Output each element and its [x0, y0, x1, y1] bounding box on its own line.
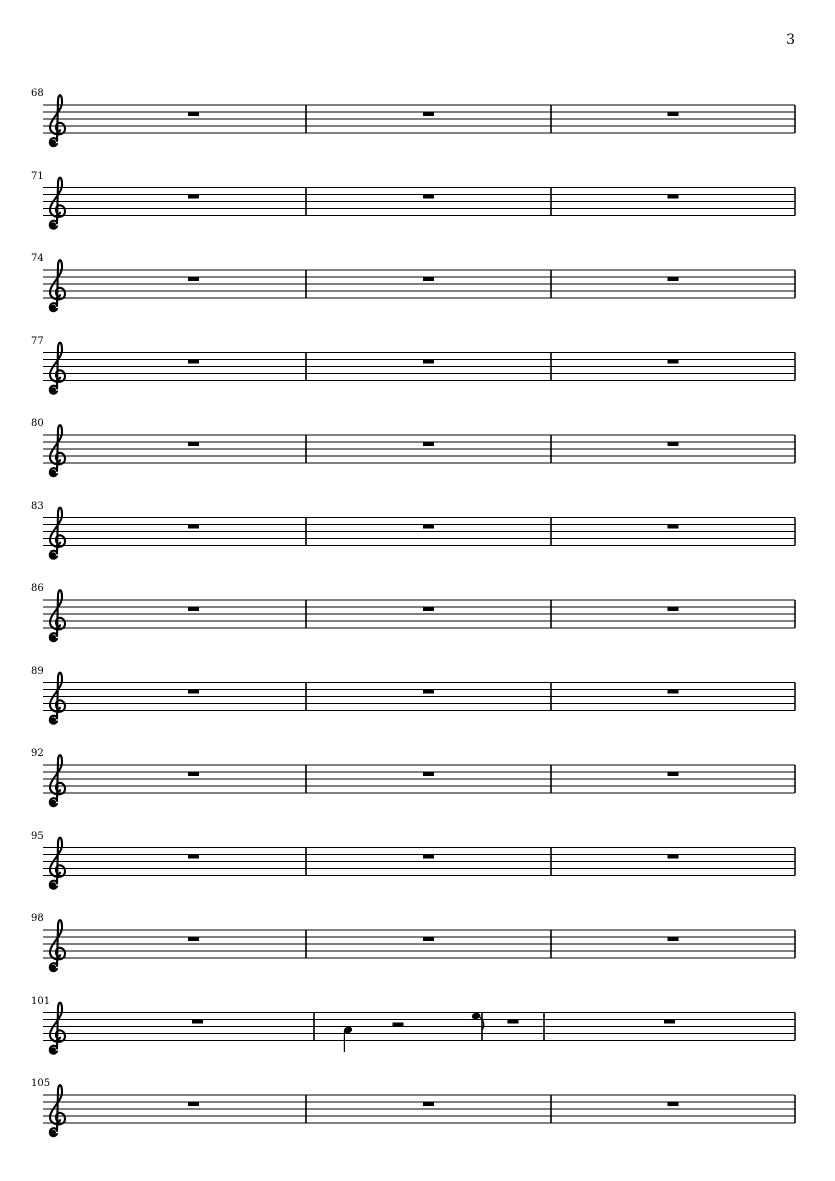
whole-rest-icon — [423, 1102, 434, 1106]
treble-clef-icon — [50, 673, 65, 724]
measure-number: 71 — [31, 170, 44, 182]
measure-number: 105 — [31, 1078, 51, 1089]
whole-rest-icon — [188, 690, 199, 694]
whole-rest-icon — [423, 195, 434, 199]
treble-clef-icon — [50, 838, 65, 889]
whole-rest-icon — [668, 607, 679, 611]
whole-rest-icon — [423, 772, 434, 776]
measure-number: 74 — [31, 253, 44, 264]
whole-rest-icon — [668, 937, 679, 941]
whole-rest-icon — [188, 277, 199, 281]
whole-rest-icon — [188, 360, 199, 364]
treble-clef-icon — [50, 755, 65, 806]
measure-number: 95 — [31, 830, 44, 842]
whole-rest-icon — [668, 1102, 679, 1106]
staff-system — [43, 95, 795, 146]
whole-rest-icon — [668, 442, 679, 446]
measure-number: 101 — [31, 995, 51, 1007]
whole-rest-icon — [508, 1020, 519, 1024]
whole-rest-icon — [188, 525, 199, 529]
whole-rest-icon — [188, 112, 199, 116]
staff-system — [43, 343, 795, 394]
whole-rest-icon — [423, 525, 434, 529]
treble-clef-icon — [50, 425, 65, 476]
whole-rest-icon — [423, 937, 434, 941]
whole-rest-icon — [423, 442, 434, 446]
whole-rest-icon — [668, 360, 679, 364]
staff-system — [43, 590, 795, 641]
whole-rest-icon — [192, 1020, 203, 1024]
whole-rest-icon — [668, 195, 679, 199]
page-number: 3 — [786, 32, 795, 48]
measure-number: 89 — [31, 665, 44, 677]
treble-clef-icon — [50, 1003, 65, 1054]
whole-rest-icon — [188, 195, 199, 199]
treble-clef-icon — [50, 178, 65, 229]
whole-rest-icon — [423, 277, 434, 281]
whole-rest-icon — [188, 442, 199, 446]
staff-system — [43, 755, 795, 806]
whole-rest-icon — [668, 772, 679, 776]
staff-system — [43, 425, 795, 476]
staff-system — [43, 673, 795, 724]
measure-number: 68 — [31, 88, 44, 99]
staff-system — [43, 260, 795, 311]
staff-system — [43, 508, 795, 559]
treble-clef-icon — [50, 343, 65, 394]
treble-clef-icon — [50, 508, 65, 559]
whole-rest-icon — [423, 112, 434, 116]
staff-system — [43, 838, 795, 889]
measure-number: 77 — [31, 335, 44, 347]
treble-clef-icon — [50, 95, 65, 146]
whole-rest-icon — [668, 855, 679, 859]
whole-rest-icon — [188, 772, 199, 776]
whole-rest-icon — [188, 937, 199, 941]
whole-rest-icon — [668, 525, 679, 529]
measure-number: 98 — [31, 913, 44, 924]
treble-clef-icon — [50, 1085, 65, 1136]
treble-clef-icon — [50, 920, 65, 971]
half-rest-icon — [393, 1023, 404, 1027]
whole-rest-icon — [664, 1020, 675, 1024]
whole-rest-icon — [188, 855, 199, 859]
treble-clef-icon — [50, 590, 65, 641]
whole-rest-icon — [423, 360, 434, 364]
measure-number: 80 — [31, 418, 44, 429]
measure-number: 86 — [31, 583, 44, 594]
whole-rest-icon — [668, 112, 679, 116]
measure-number: 92 — [31, 748, 44, 759]
whole-rest-icon — [423, 855, 434, 859]
staff-system — [43, 178, 795, 229]
measure-number: 83 — [31, 500, 44, 512]
whole-rest-icon — [188, 1102, 199, 1106]
staff-system — [43, 1085, 795, 1136]
whole-rest-icon — [423, 607, 434, 611]
treble-clef-icon — [50, 260, 65, 311]
whole-rest-icon — [668, 277, 679, 281]
staff-system — [43, 920, 795, 971]
whole-rest-icon — [423, 690, 434, 694]
whole-rest-icon — [668, 690, 679, 694]
staff-system — [43, 1003, 795, 1054]
measure — [343, 1012, 484, 1052]
whole-rest-icon — [188, 607, 199, 611]
